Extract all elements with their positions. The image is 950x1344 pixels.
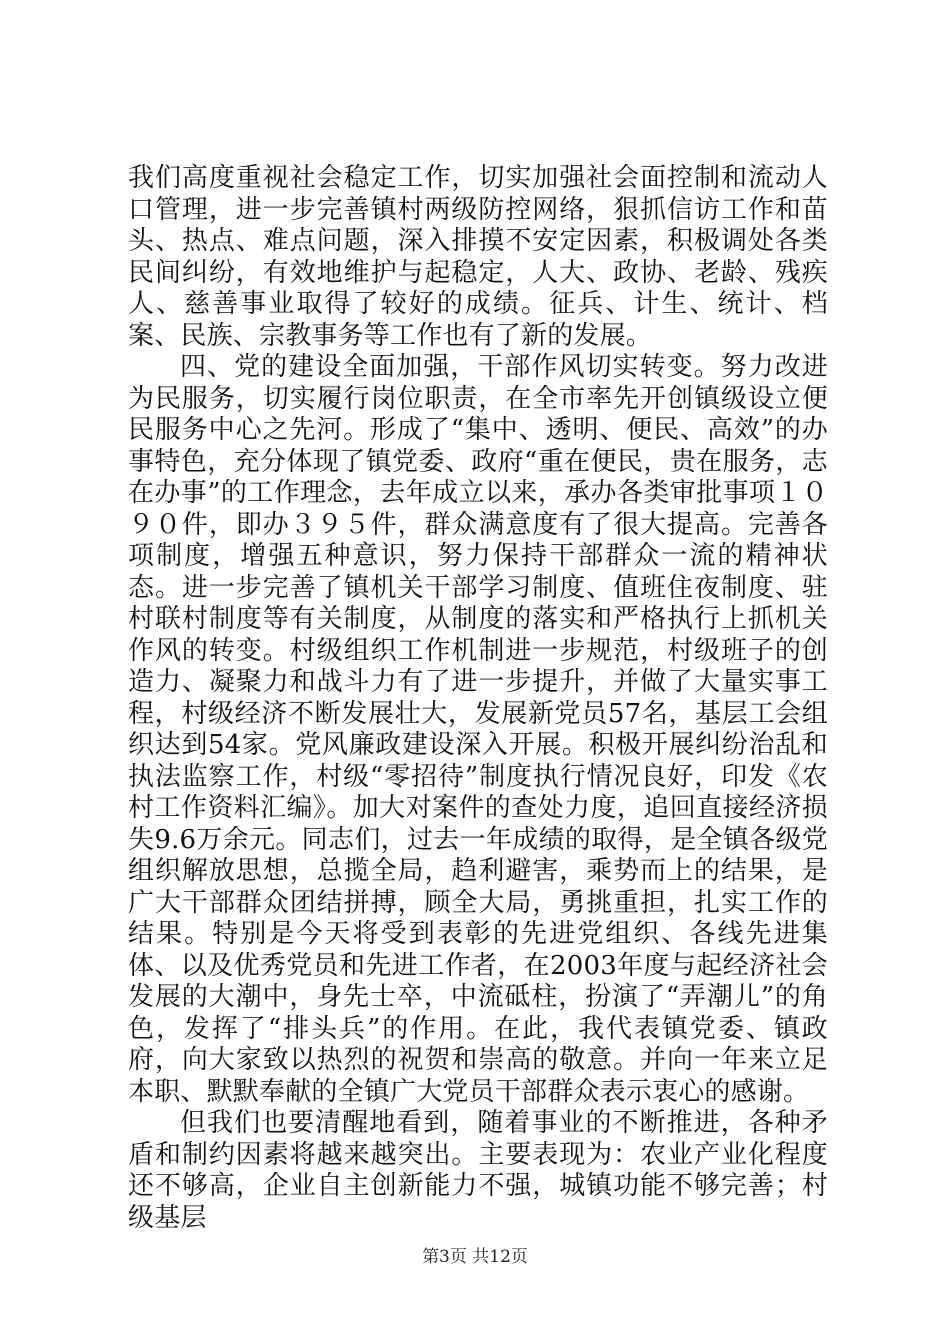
page-footer: 第3页 共12页 — [422, 1247, 528, 1267]
paragraph-social-stability: 我们高度重视社会稳定工作，切实加强社会面控制和流动人口管理，进一步完善镇村两级防控网络，狠抓信访工作和苗头、热点、难点问题，深入排摸不安定因素，积极调处各类民间纠纷，有效地维护与起稳定，人大、政协、老龄、残疾人、慈善事业取得了较好的成绩。征兵、计生、统计、档案、民族、宗教事务等工作也有了新的发展。 — [128, 163, 828, 351]
paragraph-party-building: 四、党的建设全面加强，干部作风切实转变。努力改进为民服务，切实履行岗位职责，在全市率先开创镇级设立便民服务中心之先河。形成了“集中、透明、便民、高效”的办事特色，充分体现了镇党委、政府“重在便民，贵在服务，志在办事”的工作理念，去年成立以来，承办各类审批事项１０９０件，即办３９５件，群众满意度有了很大提高。完善各项制度，增强五种意识，努力保持干部群众一流的精神状态。进一步完善了镇机关干部学习制度、值班住夜制度、驻村联村制度等有关制度，从制度的落实和严格执行上抓机关作风的转变。村级组织工作机制进一步规范，村级班子的创造力、凝聚力和战斗力有了进一步提升，并做了大量实事工程，村级经济不断发展壮大，发展新党员57名，基层工会组织达到54家。党风廉政建设深入开展。积极开展纠纷治乱和执法监察工作，村级“零招待”制度执行情况良好，印发《农村工作资料汇编》。加大对案件的查处力度，追回直接经济损失9.6万余元。同志们，过去一年成绩的取得，是全镇各级党组织解放思想，总揽全局，趋利避害，乘势而上的结果，是广大干部群众团结拼搏，顾全大局，勇挑重担，扎实工作的结果。特别是今天将受到表彰的先进党组织、各线先进集体、以及优秀党员和先进工作者，在2003年度与起经济社会发展的大潮中，身先士卒，中流砥柱，扮演了“弄潮儿”的角色，发挥了“排头兵”的作用。在此，我代表镇党委、镇政府，向大家致以热烈的祝贺和崇高的敬意。并向一年来立足本职、默默奉献的全镇广大党员干部群众表示衷心的感谢。 — [128, 352, 828, 1107]
paragraph-problems: 但我们也要清醒地看到，随着事业的不断推进，各种矛盾和制约因素将越来越突出。主要表现为：农业产业化程度还不够高，企业自主创新能力不强，城镇功能不够完善；村级基层 — [128, 1108, 828, 1233]
document-body — [128, 163, 828, 1234]
